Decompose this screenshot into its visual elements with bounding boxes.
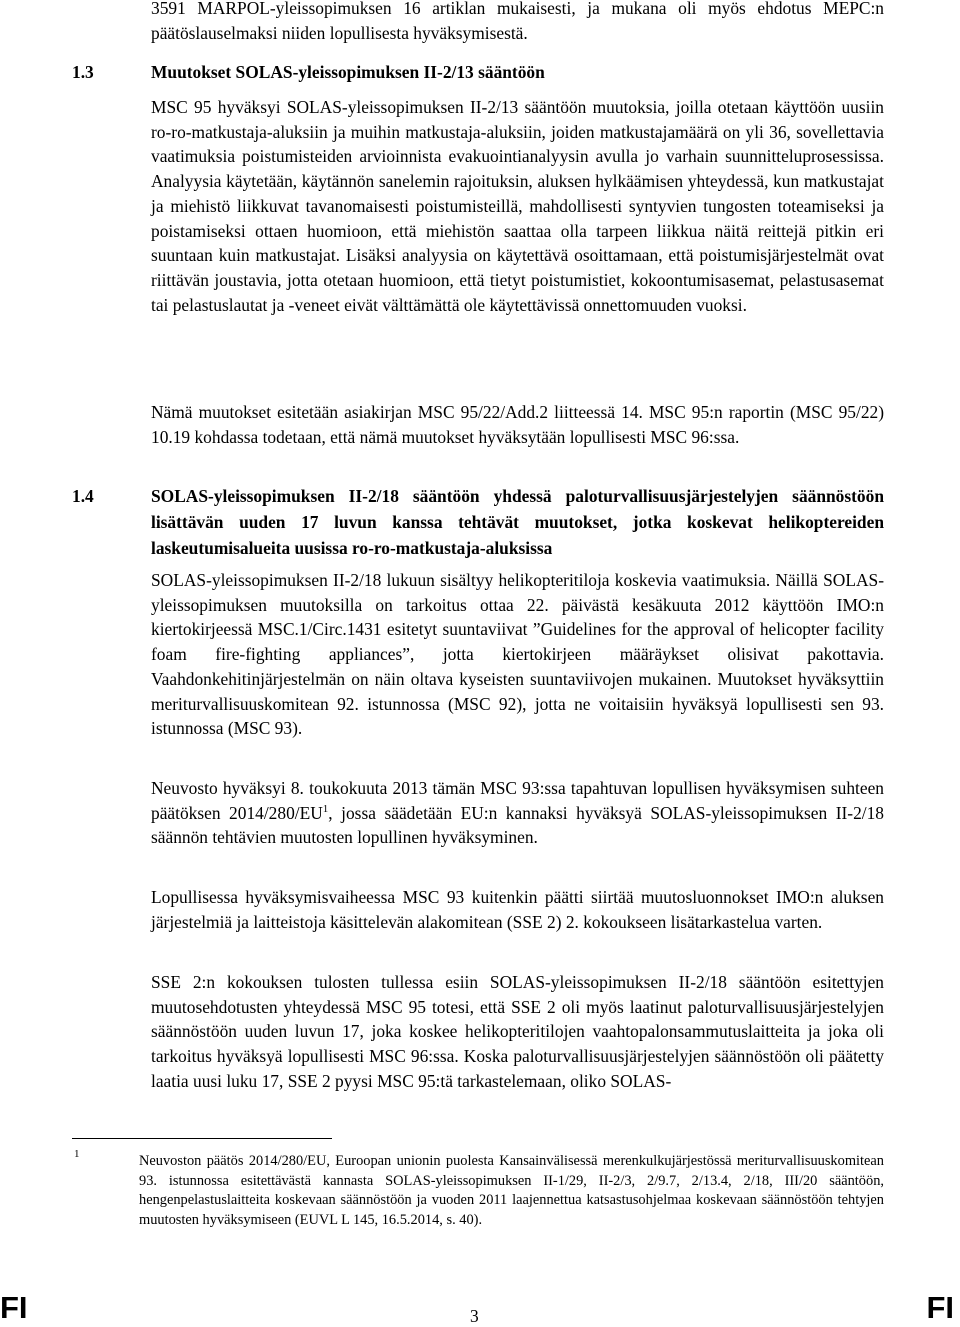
- footnote-reference: 1: [322, 802, 329, 815]
- footnote-divider: [72, 1138, 332, 1139]
- section-1-4-paragraph-1: SOLAS-yleissopimuksen II-2/18 lukuun sisältyy helikopteritiloja koskevia vaatimuksia. Näillä SOLAS-yleissopimuksen muutoksilla on tarkoitus ottaa 22. päivästä kesäkuuta 2012 käyttöön IMO:n kiertokirjeessä MSC.1/Circ.1431 esitetyt suuntaviivat ”Guidelines for the approval of helicopter facility foam fire-fighting appliances”, jotta kiertokirjeen määräykset olisivat pakottavia. Vaahdonkehitinjärjestelmän on näin oltava kyseisten suuntaviivojen mukainen. Muutokset hyväksyttiin meriturvallisuuskomitean 92. istunnossa (MSC 92), jotta ne voitaisiin hyväksyä lopullisesti sen 93. istunnossa (MSC 93).: [151, 570, 884, 739]
- section-1-3-paragraph-1: MSC 95 hyväksyi SOLAS-yleissopimuksen II-2/13 sääntöön muutoksia, joilla otetaan käyttöön uusiin ro-ro-matkustaja-aluksiin ja muihin matkustaja-aluksiin, joiden matkustajamäärä on yli 36, sovellettavia vaatimuksia poistumisteiden arvioinnista evakuointianalyysin avulla jo varhain suunnitteluprosessissa. Analyysia käytetään, käytännön sanelemin rajoituksin, aluksen hylkäämisen yhteydessä, kun matkustajat ja miehistö liikkuvat tavanomaisesti poistumisteillä, mahdollisesti syntyvien tungosten toteamiseksi ja poistamiseksi ottaen huomioon, että miehistön saattaa olla tarpeen liikkua näitä reittejä pitkin eri suuntaan kuin matkustajat. Lisäksi analyysia on käytettävä osoittamaan, että poistumisjärjestelmät ovat riittävän joustavia, jotta otetaan huomioon, että tietyt poistumistiet, kokoontumisasemat, pelastusasemat tai pelastuslautat ja -veneet eivät välttämättä ole käytettävissä onnettomuuden vuoksi.: [151, 97, 884, 315]
- section-1-4-title: SOLAS-yleissopimuksen II-2/18 sääntöön yhdessä paloturvallisuusjärjestelyjen säännöstöön lisättävän uuden 17 luvun kanssa tehtävät muutokset, jotka koskevat helikoptereiden laskeutumisalueita uusissa ro-ro-matkustaja-aluksissa: [151, 486, 884, 558]
- paragraph-2-text-start: Neuvosto hyväksyi 8. toukokuuta 2013 tämän MSC 93:ssa tapahtuvan lopullisen hyväksymisen suhteen päätöksen 2014/280/EU: [151, 778, 884, 823]
- footer-language-left: FI: [0, 1290, 28, 1325]
- section-1-3-number: 1.3: [72, 62, 94, 82]
- section-1-4-paragraph-4: SSE 2:n kokouksen tulosten tullessa esiin SOLAS-yleissopimuksen II-2/18 sääntöön esitettyjen muutosehdotusten yhteydessä MSC 95 totesi, että SSE 2 oli myös laatinut paloturvallisuusjärjestelyjen säännöstöön uuden luvun 17, joka koskee helikopteritilojen vaahtopalonsammutuslaitteita ja joka oli tarkoitus hyväksyä lopullisesti MSC 96:ssa. Koska paloturvallisuusjärjestelyjen säännöstöön oli päätetty laatia uusi luku 17, SSE 2 pyysi MSC 95:tä tarkastelemaan, oliko SOLAS-: [151, 972, 884, 1091]
- page-number: 3: [470, 1306, 479, 1326]
- section-1-4-paragraph-2: [151, 776, 884, 850]
- continued-paragraph: 3591 MARPOL-yleissopimuksen 16 artiklan mukaisesti, ja mukana oli myös ehdotus MEPC:n päätöslauselmaksi niiden lopullisesta hyväksymisestä.: [151, 0, 884, 43]
- paragraph-2-text-end: , jossa säädetään EU:n kannaksi hyväksyä SOLAS-yleissopimuksen II-2/18 säännön tehtävien muutosten lopullinen hyväksyminen.: [151, 802, 884, 848]
- section-1-3-paragraph-2: Nämä muutokset esitetään asiakirjan MSC 95/22/Add.2 liitteessä 14. MSC 95:n raportin (MSC 95/22) 10.19 kohdassa todetaan, että nämä muutokset hyväksytään lopullisesti MSC 96:ssa.: [151, 402, 884, 447]
- footnote-number: 1: [74, 1148, 80, 1160]
- footer-language-right: FI: [926, 1290, 954, 1325]
- section-1-4-number: 1.4: [72, 486, 94, 506]
- section-1-3-title: Muutokset SOLAS-yleissopimuksen II-2/13 sääntöön: [151, 62, 545, 82]
- footnote-text: Neuvoston päätös 2014/280/EU, Euroopan unionin puolesta Kansainvälisessä merenkulkujärjestössä meriturvallisuuskomitean 93. istunnossa esitettävästä kannasta SOLAS-yleissopimuksen II-1/29, II-2/3, 2/9.7, 2/13.4, 2/18, III/20 sääntöön, hengenpelastuslaitteita koskevaan säännöstöön ja vuoden 2011 laajennettua katsastusohjelmaa koskevaan säännöstöön tehtyjen muutosten hyväksymiseen (EUVL L 145, 16.5.2014, s. 40).: [139, 1153, 884, 1228]
- section-1-4-paragraph-3: Lopullisessa hyväksymisvaiheessa MSC 93 kuitenkin päätti siirtää muutosluonnokset IMO:n aluksen järjestelmiä ja laitteistoja käsittelevän alakomitean (SSE 2) 2. kokoukseen lisätarkastelua varten.: [151, 887, 884, 932]
